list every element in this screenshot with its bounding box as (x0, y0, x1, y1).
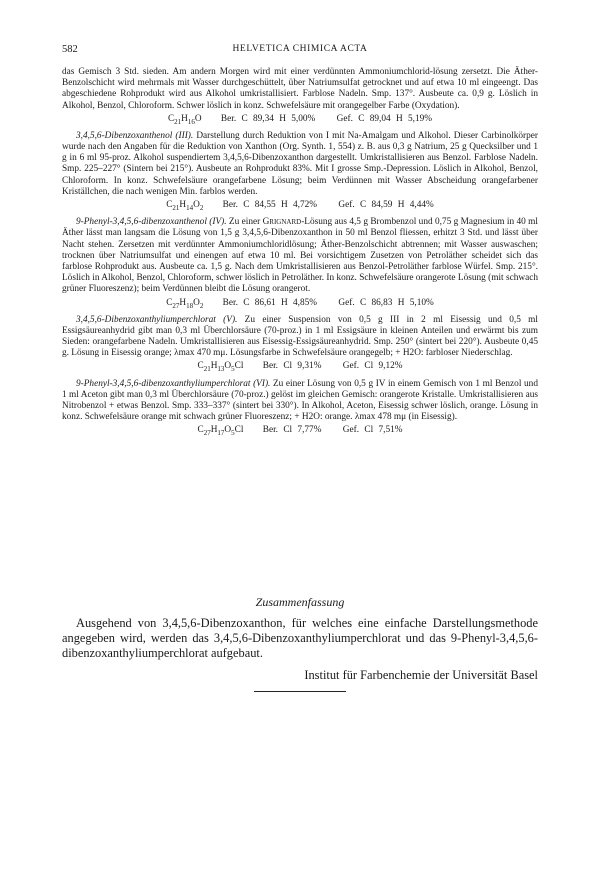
formula: $C_{21}H_{13}O_5Cl$ (197, 361, 244, 374)
grignard-name: Grignard (262, 217, 302, 228)
analysis-line-4 (62, 361, 538, 375)
found-values: Gef. Cl 7,51% (342, 425, 403, 436)
found-values: Gef. Cl 9,12% (342, 361, 403, 372)
analysis-line-1 (62, 114, 538, 128)
found-values: Gef. C 84,59 H 4,44% (338, 200, 434, 211)
compound-title: 9-Phenyl-3,4,5,6-dibenzoxanthenol (IV). (76, 217, 227, 228)
found-values: Gef. C 89,04 H 5,19% (336, 113, 433, 124)
summary-section (62, 616, 538, 661)
paragraph-phenyl-dibenzoxanthenol (62, 217, 538, 295)
institute-affiliation: Institut für Farbenchemie der Universität Basel (304, 668, 538, 682)
calculated-values: Ber. Cl 9,31% (262, 361, 322, 372)
summary-heading: Zusammenfassung (255, 595, 345, 609)
calculated-values: Ber. C 84,55 H 4,72% (222, 200, 318, 211)
paragraph-text-pre: Zu einer (226, 217, 263, 228)
page-number: 582 (62, 44, 78, 55)
compound-title: 3,4,5,6-Dibenzoxanthenol (III). (76, 130, 194, 141)
paragraph-text: Zu einer Lösung von 0,5 g IV in einem Gemisch von 1 ml Benzol und 1 ml Aceton gibt man 0,3 ml Überchlorsäure (70-proz.) gelöst im gleichen Gemisch: orangerote Kristalle. Umkristallisieren aus Nitrobenzol + etwas Benzol. Smp. 333–337° (sintert bei 330°). In Alkohol, Aceton, Eisessig schwer löslich, orange. Lösung in konz. Schwefelsäure orange mit schwach grüner Fluoreszenz; + H2O: orange. λmax 478 mμ (in Eisessig). (62, 378, 538, 423)
end-rule-divider (254, 691, 346, 692)
formula: $C_{27}H_{18}O_2$ (166, 297, 204, 310)
formula: $C_{27}H_{17}O_5Cl$ (197, 425, 244, 438)
calculated-values: Ber. C 86,61 H 4,85% (222, 297, 318, 308)
summary-text: Ausgehend von 3,4,5,6-Dibenzoxanthon, für welches eine einfache Darstellungsmethode angegeben wird, werden das 3,4,5,6-Dibenzoxanthyliumperchlorat und das 9-Phenyl-3,4,5,6-dibenzoxanthyliumperchlorat aufgebaut. (62, 616, 538, 660)
compound-title: 3,4,5,6-Dibenzoxanthyliumperchlorat (V). (76, 314, 238, 325)
found-values: Gef. C 86,83 H 5,10% (338, 297, 434, 308)
paragraph-text: Darstellung durch Reduktion von I mit Na-Amalgam und Alkohol. Dieser Carbinolkörper wurde nach den Angaben für die Reduktion von Xanthon (Org. Synth. 1, 554) z. B. aus 0,3 g Natrium, 25 g Quecksilber und 1 g in 6 ml 95-proz. Alkohol suspendiertem 3,4,5,6-Dibenzoxanthon dargestellt. Umkristallisieren aus Benzol. Farblose Nadeln. Smp. 225–227° (Sintern bei 215°). Ausbeute an Rohprodukt 83%. Mit I grosse Smp.-Depression. Löslich in Alkohol, Benzol, Chloroform. In konz. Schwefelsäure orangefarbene Lösung; beim Verdünnen mit Wasser Abscheidung orangefarbener Kriställchen, die nach wenigen Min. farblos werden. (62, 130, 538, 197)
analysis-line-3 (62, 298, 538, 312)
calculated-values: Ber. C 89,34 H 5,00% (220, 113, 316, 124)
journal-title: HELVETICA CHIMICA ACTA (232, 44, 368, 54)
formula: $C_{21}H_{16}O$ (167, 113, 202, 126)
paragraph-1: das Gemisch 3 Std. sieden. Am andern Morgen wird mit einer verdünnten Ammoniumchlorid-lösung zersetzt. Die Äther-Benzolschicht wird mehrmals mit Wasser durchgeschüttelt, über Natriumsulfat getrocknet und auf etwa 10 ml eingeengt. Das abgeschiedene Rohprodukt wird aus Alkohol umkristallisiert. Farblose Nadeln. Smp. 137°. Ausbeute ca. 0,9 g. Löslich in Alkohol, Benzol, Chloroform. Schwer löslich in konz. Schwefelsäure mit orangegelber Farbe (Oxydation). (62, 67, 538, 111)
page-header (62, 44, 538, 58)
compound-title: 9-Phenyl-3,4,5,6-dibenzoxanthyliumperchlorat (VI). (76, 378, 271, 389)
paragraph-text: Zu einer Suspension von 0,5 g III in 2 ml Eisessig und 0,5 ml Essigsäureanhydrid gibt man 0,3 ml Überchlorsäure (70-proz.) in 1 ml Essigsäure in kleinen Anteilen und erwärmt bis zum Sieden: orangefarbene Nadeln. Umkristallisieren aus Eisessig-Essigsäureanhydrid. Smp. 250° (sintert bei 220°). Ausbeute 0,45 g. Lösung in Eisessig orange; λmax 470 mμ. Lösungsfarbe in Schwefelsäure orangegelb; + H2O: farbloser Niederschlag. (62, 314, 538, 359)
analysis-line-2 (62, 200, 538, 214)
paragraph-text: -Lösung aus 4,5 g Brombenzol und 0,75 g Magnesium in 40 ml Äther lässt man langsam die Lösung von 1,5 g 3,4,5,6-Dibenzoxanthon in 50 ml Benzol fliessen, erhitzt 3 Std. und lässt über Nacht stehen. Zersetzen mit verdünnter Ammoniumchloridlösung; Äther-Benzolschicht abtrennen; mit Wasser auswaschen; trocknen über Natriumsulfat und einengen auf etwa 10 ml. Bei vorsichtigem Zusetzen von Petroläther scheidet sich das farblose Rohprodukt aus. Ausbeute ca. 1,5 g. Nach dem Umkristallisieren aus Benzol-Petroläther farblose Würfel. Smp. 215°. Löslich in Alkohol, Benzol, Chloroform, schwer löslich in Petroläther. In konz. Schwefelsäure orangerote Lösung (mit schwach grüner Fluoreszenz); beim Verdünnen bleibt die Lösung orangerot. (62, 217, 538, 295)
paragraph-dibenzoxanthenol (62, 131, 538, 198)
paragraph-perchlorate-v (62, 315, 538, 360)
analysis-line-5 (62, 425, 538, 439)
paragraph-perchlorate-vi (62, 379, 538, 424)
article-body (62, 67, 538, 442)
calculated-values: Ber. Cl 7,77% (262, 425, 322, 436)
formula: $C_{21}H_{14}O_2$ (166, 200, 204, 212)
